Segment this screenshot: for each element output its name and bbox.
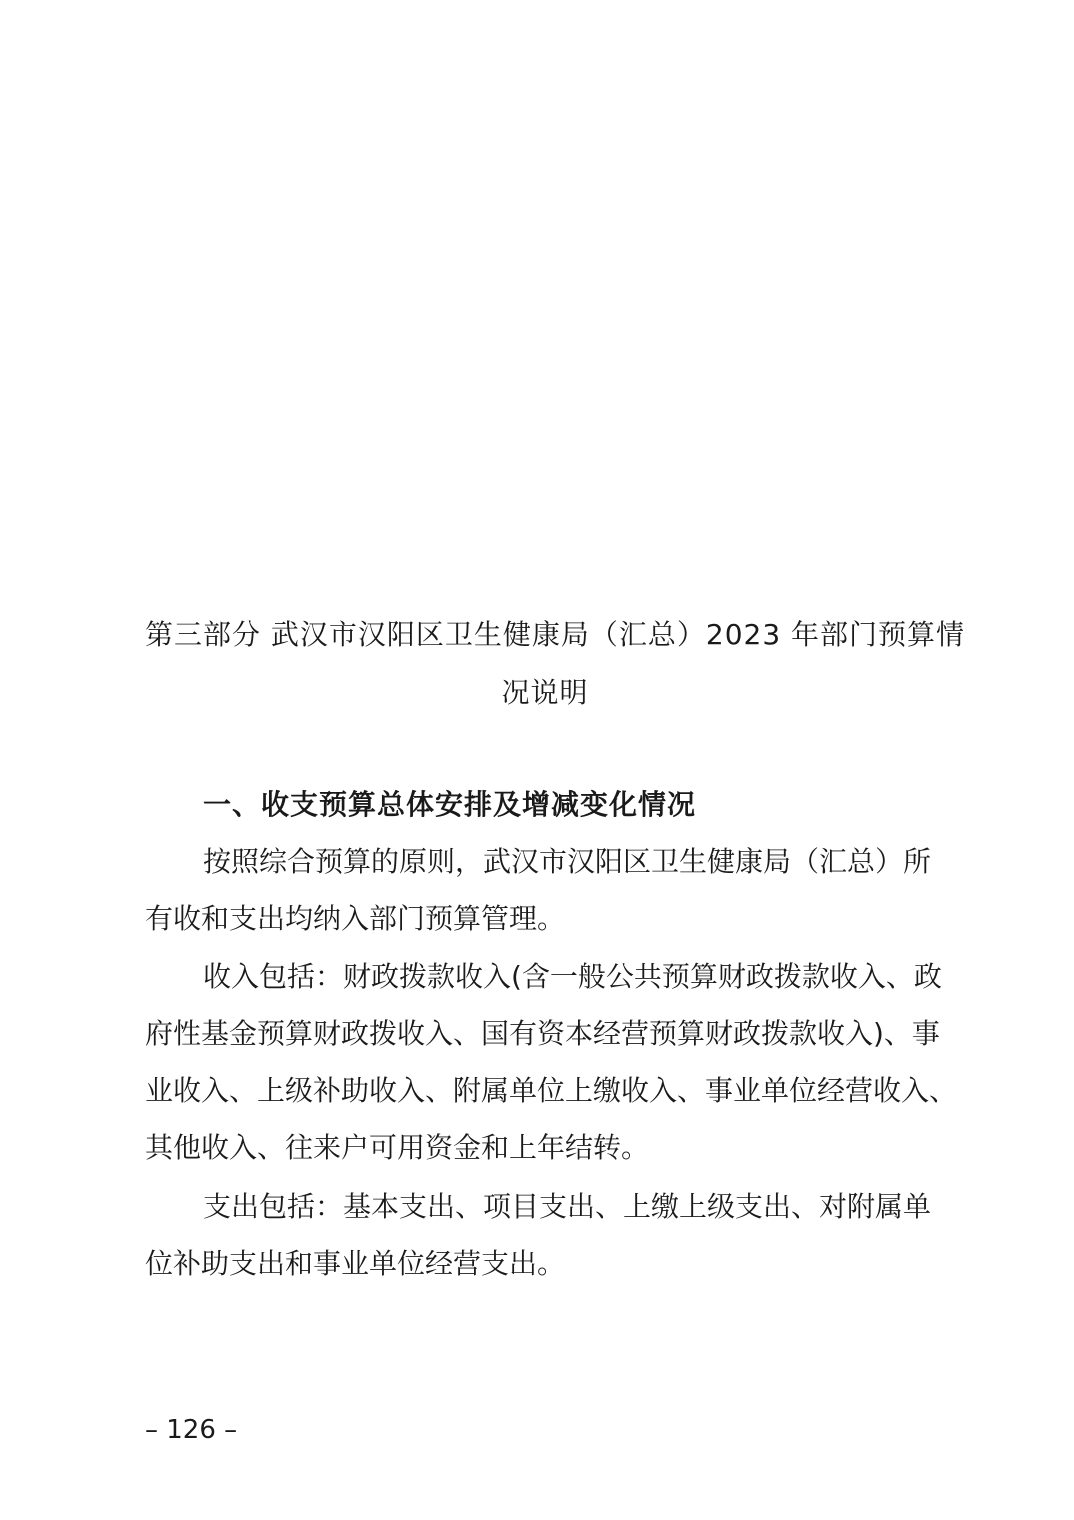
paragraph-line: 有收和支出均纳入部门预算管理。 [145,902,566,935]
paragraph-line: 按照综合预算的原则，武汉市汉阳区卫生健康局（汇总）所 [203,845,932,878]
paragraph-line: 支出包括：基本支出、项目支出、上缴上级支出、对附属单 [203,1190,932,1223]
paragraph-line: 收入包括：财政拨款收入(含一般公共预算财政拨款收入、政 [203,960,942,993]
paragraph-line: 府性基金预算财政拨收入、国有资本经营预算财政拨款收入)、事 [145,1017,940,1050]
part-title-line: 第三部分 武汉市汉阳区卫生健康局（汇总）2023 年部门预算情 [145,618,966,651]
paragraph-line: 位补助支出和事业单位经营支出。 [145,1247,566,1280]
section-heading: 一、收支预算总体安排及增减变化情况 [203,788,697,821]
part-title-line: 况说明 [501,676,589,709]
part-title [145,606,966,722]
paragraph-line: 其他收入、往来户可用资金和上年结转。 [145,1131,650,1164]
page-number: – 126 – [145,1415,238,1445]
paragraph-line: 业收入、上级补助收入、附属单位上缴收入、事业单位经营收入、 [145,1074,958,1107]
